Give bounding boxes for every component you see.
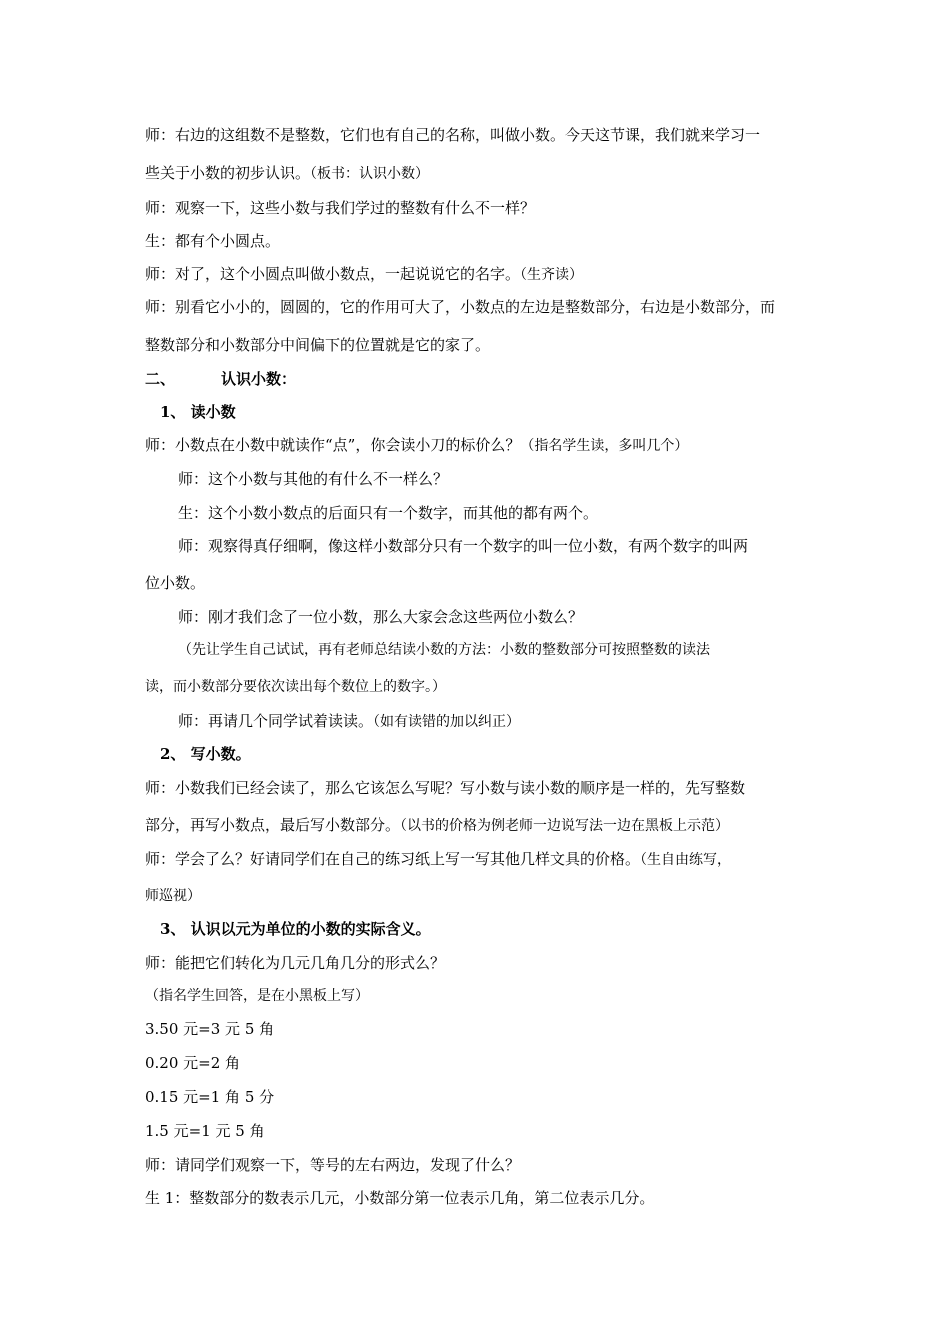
text-line: 生 1：整数部分的数表示几元，小数部分第一位表示几角，第二位表示几分。 (145, 1189, 655, 1207)
text-line: 师：请同学们观察一下，等号的左右两边，发现了什么？ (145, 1156, 521, 1174)
text-line: 师：别看它小小的，圆圆的，它的作用可大了，小数点的左边是整数部分，右边是小数部分，而 (145, 298, 776, 316)
text-line: 师：能把它们转化为几元几角几分的形式么？ (145, 954, 446, 972)
text-line: 师：观察一下，这些小数与我们学过的整数有什么不一样？ (145, 199, 536, 217)
text-line: 师：小数我们已经会读了，那么它该怎么写呢？写小数与读小数的顺序是一样的，先写整数 (145, 779, 746, 797)
text-line: 师：学会了么？好请同学们在自己的练习纸上写一写其他几样文具的价格。（生自由练写， (145, 850, 732, 868)
text-line: 师：观察得真仔细啊，像这样小数部分只有一个数字的叫一位小数，有两个数字的叫两 (178, 537, 749, 555)
subsection-heading: 1、 读小数 (160, 403, 236, 421)
note-line: 读，而小数部分要依次读出每个数位上的数字。） (145, 679, 446, 695)
text-line: 位小数。 (145, 574, 206, 592)
section-heading: 二、 认识小数： (145, 370, 297, 388)
note-line: 师巡视） (145, 888, 201, 904)
text-line: 生：都有个小圆点。 (145, 232, 281, 250)
note-line: （指名学生回答，是在小黑板上写） (145, 988, 369, 1004)
equation-line: 0.15 元=1 角 5 分 (145, 1088, 275, 1106)
subsection-heading: 3、 认识以元为单位的小数的实际含义。 (160, 920, 431, 938)
text-line: 部分，再写小数点，最后写小数部分。（以书的价格为例老师一边说写法一边在黑板上示范） (145, 816, 730, 834)
note-line: （先让学生自己试试，再有老师总结读小数的方法：小数的整数部分可按照整数的读法 (178, 642, 710, 658)
text-line: 师：刚才我们念了一位小数，那么大家会念这些两位小数么？ (178, 608, 584, 626)
text-line: 师：这个小数与其他的有什么不一样么？ (178, 470, 449, 488)
equation-line: 3.50 元=3 元 5 角 (145, 1020, 275, 1038)
text-line: 师：小数点在小数中就读作“点”，你会读小刀的标价么？（指名学生读，多叫几个） (145, 436, 689, 454)
text-line: 师：对了，这个小圆点叫做小数点，一起说说它的名字。（生齐读） (145, 265, 584, 283)
text-line: 师：右边的这组数不是整数，它们也有自己的名称，叫做小数。今天这节课，我们就来学习一 (145, 126, 761, 144)
equation-line: 0.20 元=2 角 (145, 1054, 241, 1072)
text-line: 些关于小数的初步认识。（板书：认识小数） (145, 164, 430, 182)
equation-line: 1.5 元=1 元 5 角 (145, 1122, 265, 1140)
text-line: 师：再请几个同学试着读读。（如有读错的加以纠正） (178, 712, 521, 730)
text-line: 整数部分和小数部分中间偏下的位置就是它的家了。 (145, 336, 491, 354)
subsection-heading: 2、 写小数。 (160, 745, 251, 763)
text-line: 生：这个小数小数点的后面只有一个数字，而其他的都有两个。 (178, 504, 599, 522)
